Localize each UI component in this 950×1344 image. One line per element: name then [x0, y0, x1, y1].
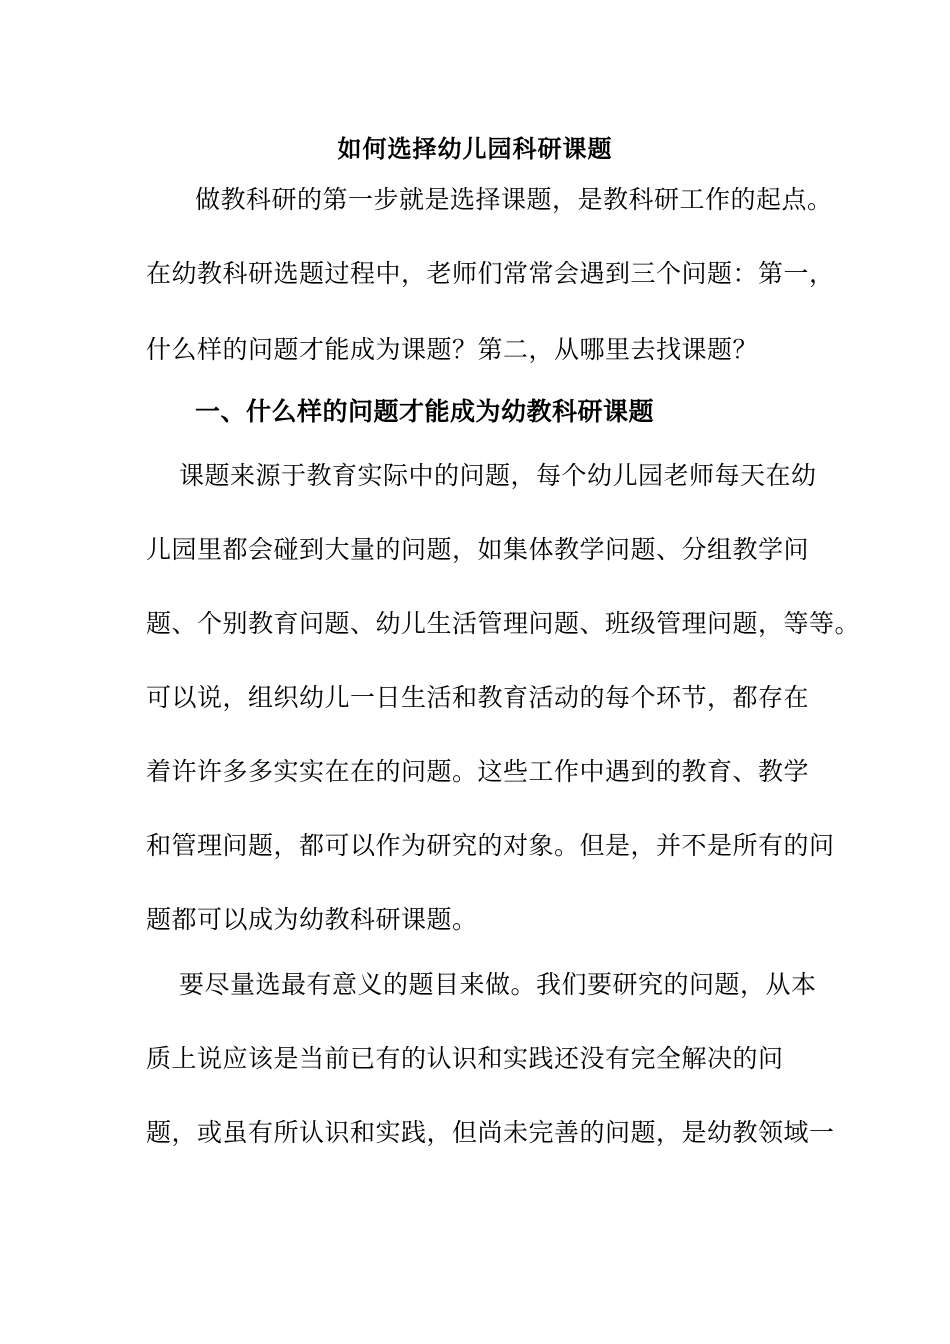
para1-line-1: 课题来源于教育实际中的问题，每个幼儿园老师每天在幼	[179, 461, 817, 490]
intro-line-3: 什么样的问题才能成为课题？第二，从哪里去找课题？	[146, 335, 759, 364]
intro-line-1: 做教科研的第一步就是选择课题，是教科研工作的起点。	[195, 185, 833, 214]
para1-line-4: 可以说，组织幼儿一日生活和教育活动的每个环节，都存在	[146, 683, 810, 712]
para1-line-7: 题都可以成为幼教科研课题。	[146, 905, 478, 934]
document-title: 如何选择幼儿园科研课题	[337, 134, 613, 163]
intro-line-2: 在幼教科研选题过程中，老师们常常会遇到三个问题：第一，	[146, 259, 835, 288]
section-heading-1: 一、什么样的问题才能成为幼教科研课题	[195, 397, 655, 426]
para2-line-3: 题，或虽有所认识和实践，但尚未完善的问题，是幼教领域一	[146, 1118, 835, 1147]
para1-line-5: 着许许多多实实在在的问题。这些工作中遇到的教育、教学	[146, 757, 810, 786]
para1-line-6: 和管理问题，都可以作为研究的对象。但是，并不是所有的问	[146, 831, 835, 860]
para2-line-2: 质上说应该是当前已有的认识和实践还没有完全解决的问	[146, 1044, 784, 1073]
para1-line-3: 题、个别教育问题、幼儿生活管理问题、班级管理问题，等等。	[146, 609, 861, 638]
para1-line-2: 儿园里都会碰到大量的问题，如集体教学问题、分组教学问	[146, 535, 810, 564]
para2-line-1: 要尽量选最有意义的题目来做。我们要研究的问题，从本	[179, 970, 817, 999]
